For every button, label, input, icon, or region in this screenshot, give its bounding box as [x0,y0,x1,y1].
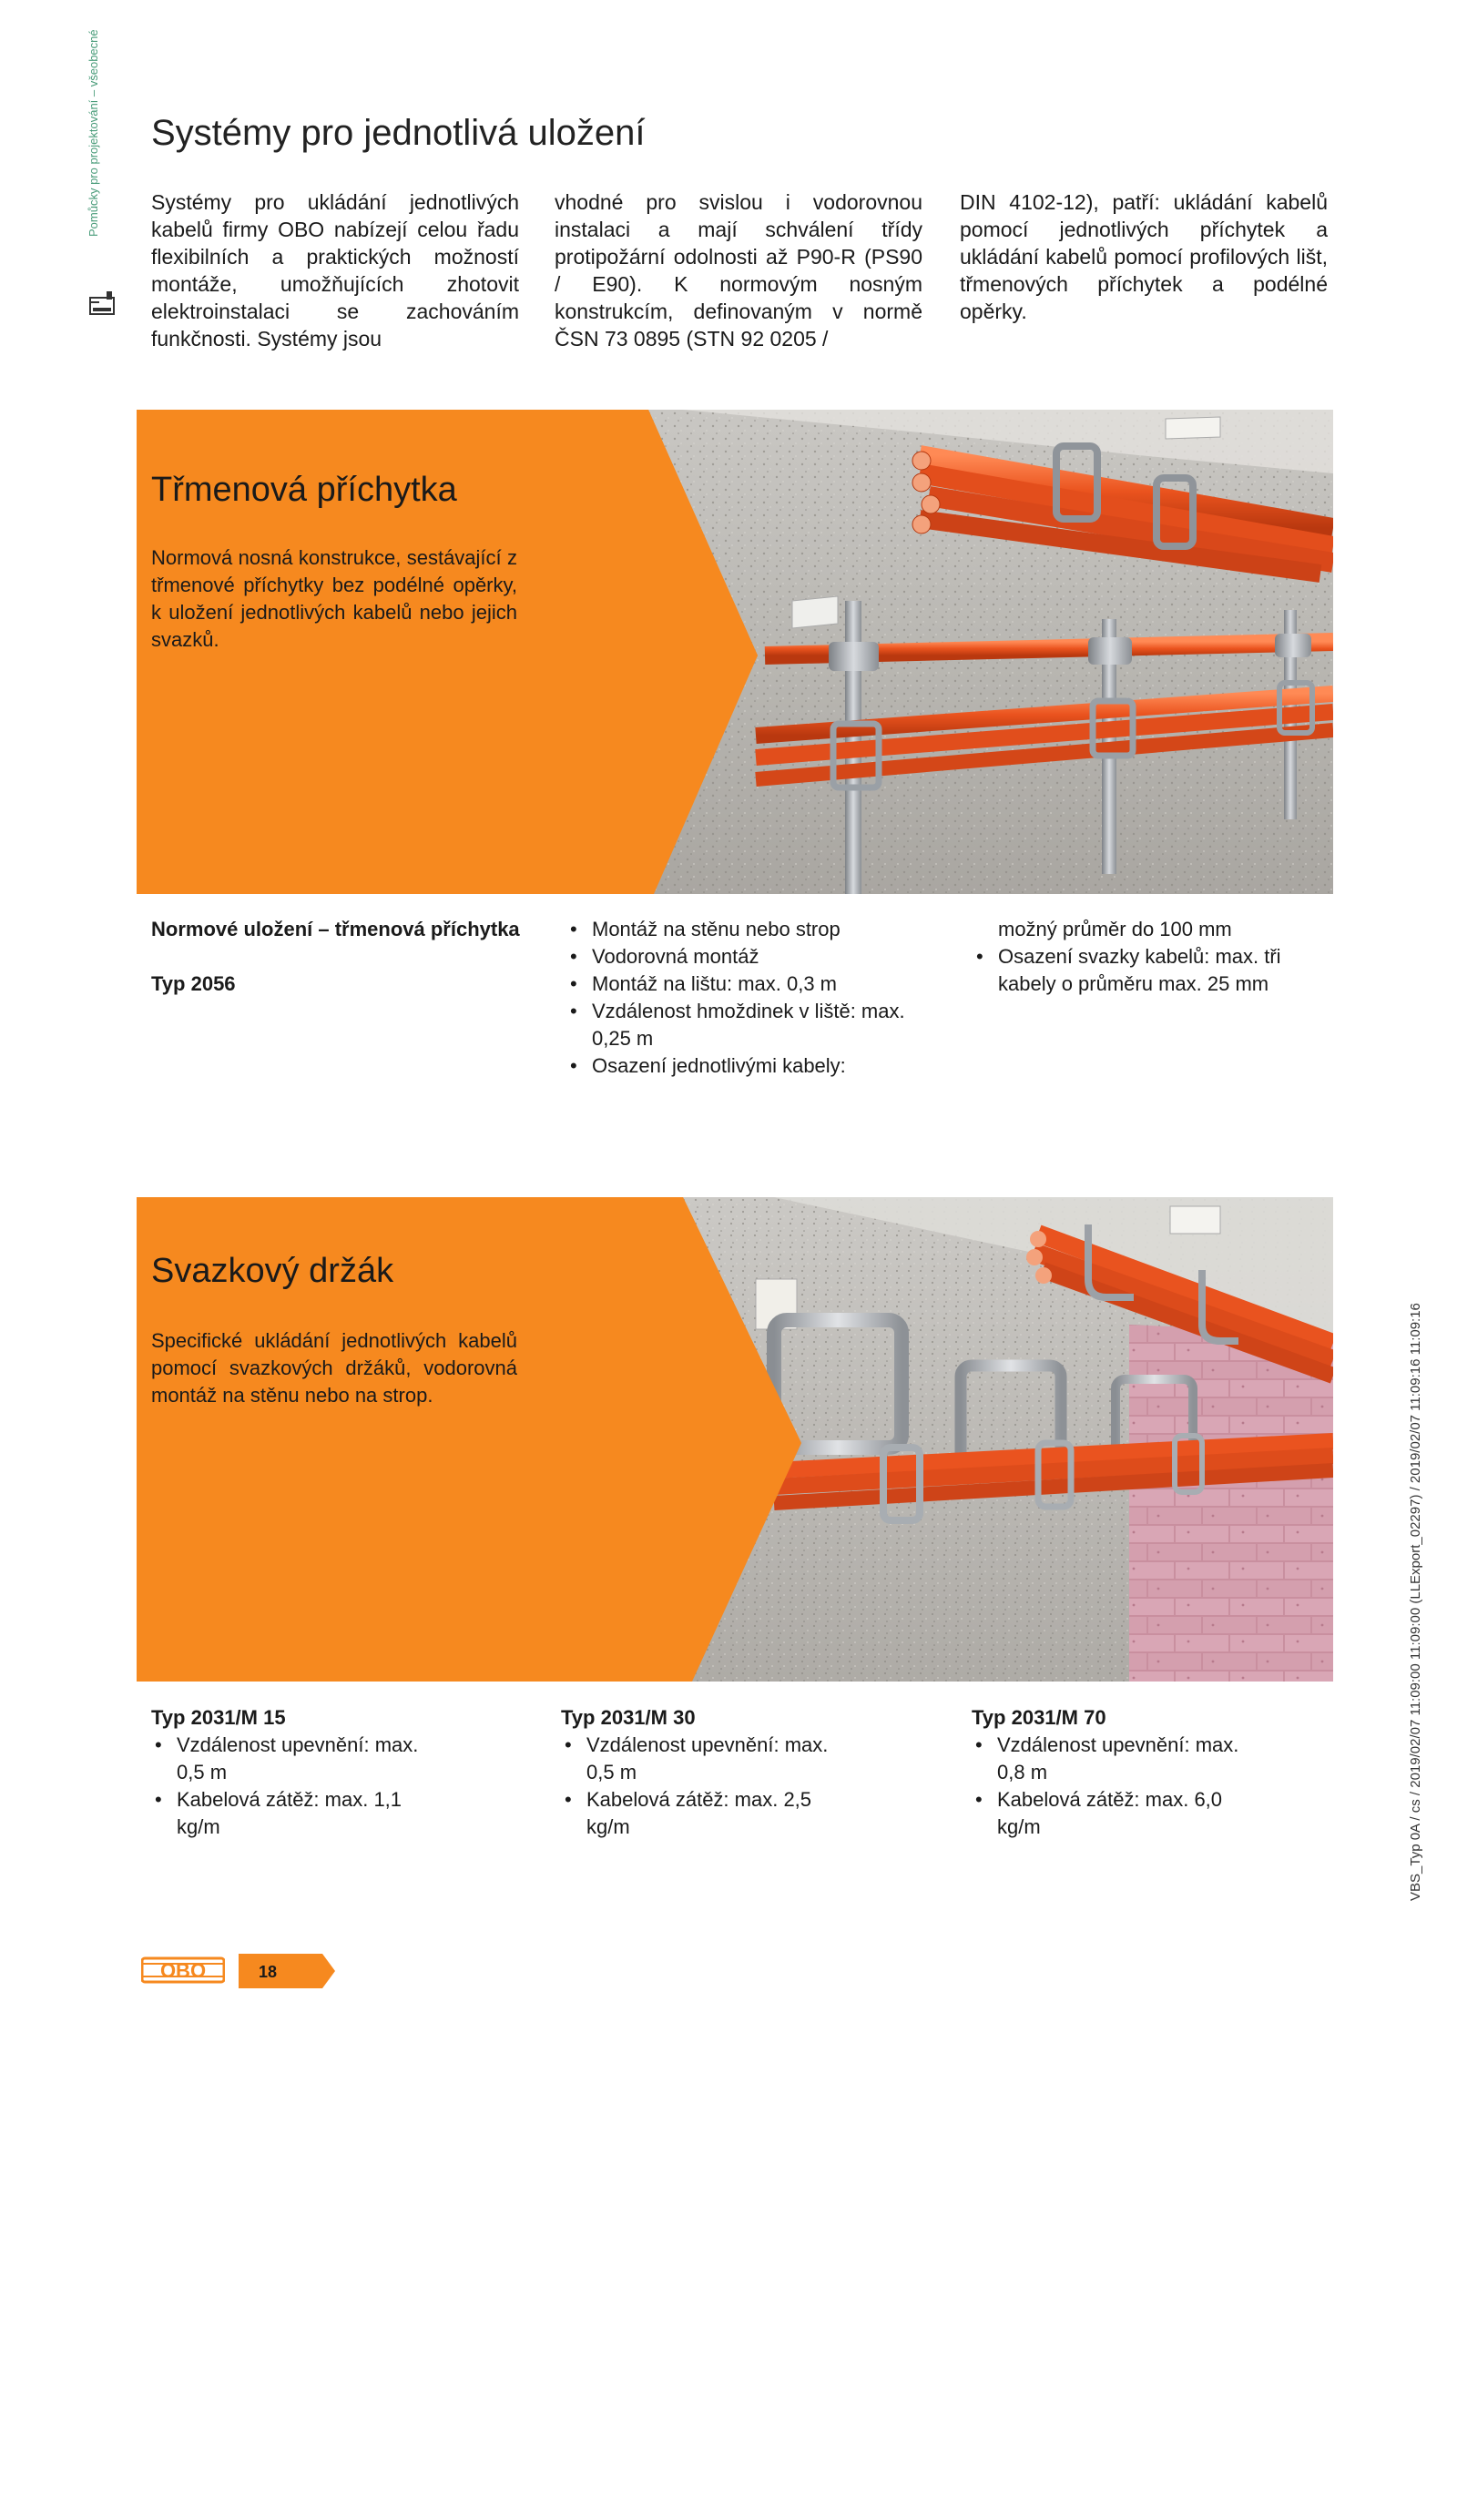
type-1-bullet-list [151,1732,424,1841]
section-2-title: Svazkový držák [151,1252,394,1290]
list-item: • Montáž na lištu: max. 0,3 m [566,970,949,998]
side-label-text: Pomůcky pro projektování – všeobecné [87,29,100,237]
page-number: 18 [258,1963,278,1981]
section-2-description: Specifické ukládání jednotlivých kabelů pomocí svazkových držáků, vodorovná montáž na stěnu nebo na strop. [151,1329,517,1407]
section-1-spec-title: Normové uložení – třmenová příchytka [151,918,520,940]
logo-text: OBO [159,1959,207,1982]
page-number-badge [239,1954,335,1988]
section-1-bullet-continuation: možný průměr do 100 mm [998,918,1232,940]
section-1-description: Normová nosná konstrukce, sestávající z třmenové příchytky bez podélné opěrky, k uložení jednotlivých kabelů nebo jejich svazků. [151,546,517,651]
type-2-title: Typ 2031/M 30 [561,1706,696,1729]
list-item: • Vzdálenost upevnění: max. 0,5 m [561,1732,834,1786]
list-item: • Kabelová zátěž: max. 1,1 kg/m [151,1786,424,1841]
print-metadata [1408,1303,1435,2520]
list-item: • Kabelová zátěž: max. 2,5 kg/m [561,1786,834,1841]
section-1-title: Třmenová příchytka [151,471,457,509]
print-metadata-text: VBS_Typ 0A / cs / 2019/02/07 11:09:00 11:09:00 (LLExport_02297) / 2019/02/07 11:09:16 11:09:16 [1408,1303,1423,1901]
type-1-title: Typ 2031/M 15 [151,1706,286,1729]
list-item: • Montáž na stěnu nebo strop [566,916,949,943]
list-item: • Vzdálenost upevnění: max. 0,5 m [151,1732,424,1786]
list-item: • Vzdálenost hmoždinek v liště: max. 0,25 m [566,998,949,1052]
intro-column-3: DIN 4102-12), patří: ukládání kabelů pomocí jednotlivých příchytek a ukládání kabelů pomocí profilových lišt, třmenových příchytek a podélné opěrky. [960,190,1328,323]
list-item: • Osazení svazky kabelů: max. tři kabely o průměru max. 25 mm [973,943,1337,998]
section-1-bullet-list [566,916,949,1080]
type-2-bullet-list [561,1732,834,1841]
plug-icon [88,290,117,317]
list-item: • Vzdálenost upevnění: max. 0,8 m [972,1732,1245,1786]
side-section-label [87,29,114,237]
section-1-type: Typ 2056 [151,972,236,995]
intro-column-2: vhodné pro svislou i vodorovnou instalaci a mají schválení třídy protipožární odolnosti až P90-R (PS90 / E90). K normovým nosným konstrukcím, definovaným v normě ČSN 73 0895 (STN 92 0205 / [555,190,922,351]
obo-logo [141,1956,225,1984]
list-item: • Vodorovná montáž [566,943,949,970]
type-3-bullet-list [972,1732,1245,1841]
type-3-title: Typ 2031/M 70 [972,1706,1106,1729]
list-item: • Osazení jednotlivými kabely: [566,1052,949,1080]
list-item: • Kabelová zátěž: max. 6,0 kg/m [972,1786,1245,1841]
intro-column-1: Systémy pro ukládání jednotlivých kabelů firmy OBO nabízejí celou řadu flexibilních a praktických možností montáže, umožňujících zhotovit elektroinstalaci se zachováním funkčnosti. Systémy jsou [151,190,519,351]
page-title: Systémy pro jednotlivá uložení [151,113,646,153]
section-1-bullet-list-col3 [973,943,1337,998]
